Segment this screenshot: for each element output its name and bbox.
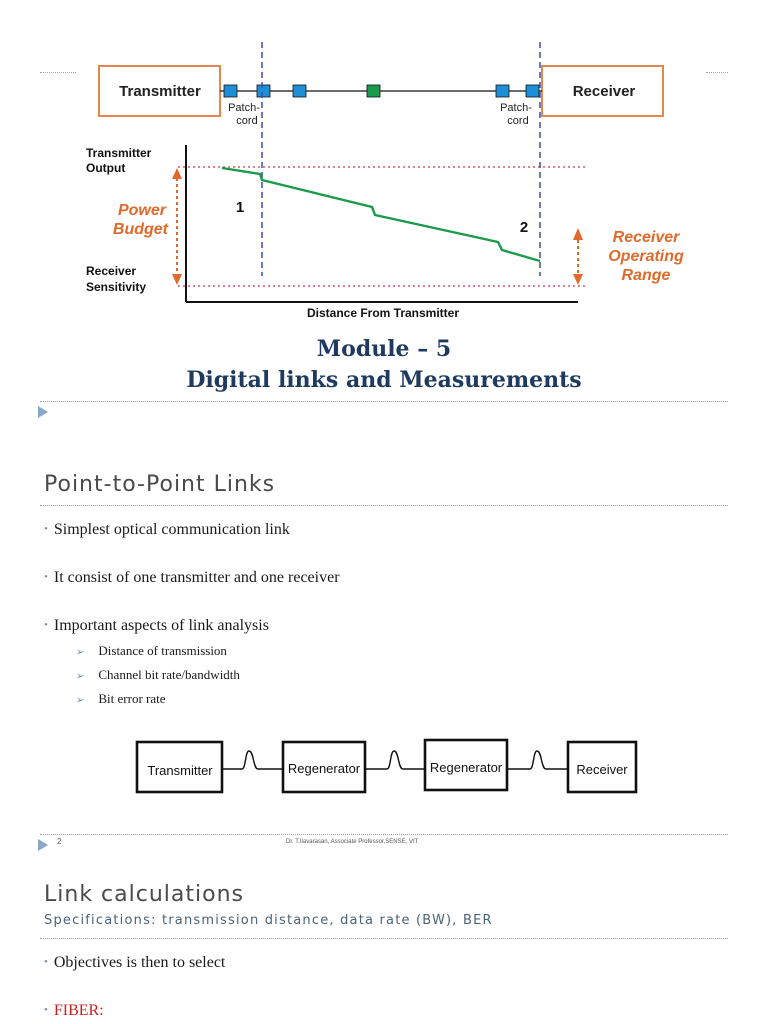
power-budget-line2: Budget [112, 221, 168, 238]
transmitter-label: Transmitter [119, 83, 201, 100]
rx-range-line1: Receiver [612, 229, 680, 246]
patch-cord-left-line2: cord [236, 115, 258, 127]
chain-label: Regenerator [287, 761, 361, 776]
sub-bullet-item: ➢ Bit error rate [76, 691, 166, 706]
slide1-rule [40, 401, 728, 402]
fiber-bullet: • FIBER: [44, 1002, 104, 1019]
patch-cord-left-line1: Patch- [228, 102, 260, 114]
arrow-bullet-icon: ➢ [76, 647, 85, 658]
rx-sensitivity-line1: Receiver [86, 264, 137, 278]
power-level-line [222, 168, 540, 261]
module-title: Digital links and Measurements [186, 367, 582, 393]
rx-range-arrow-head-up [573, 228, 583, 240]
patch-cord-right-line2: cord [507, 115, 529, 127]
patch-cord-right-line1: Patch- [500, 102, 532, 114]
fiber-loop [222, 751, 283, 769]
power-budget-arrow-head-up [172, 168, 182, 179]
link-chain-diagram [0, 725, 768, 815]
bullet-item: • Objectives is then to select [44, 954, 226, 971]
chain-label: Transmitter [147, 763, 213, 778]
fiber-loop [365, 751, 425, 769]
page-number: 2 [57, 837, 62, 846]
connector-marker [526, 85, 539, 97]
arrow-bullet-icon: ➢ [76, 671, 85, 682]
rx-range-line2: Operating [608, 248, 684, 265]
slide3-heading-rule [40, 938, 728, 939]
power-budget-line1: Power [117, 202, 166, 219]
slide2-heading-rule [40, 505, 728, 506]
slide2-footer-rule [40, 834, 728, 835]
bullet-item: • Important aspects of link analysis [44, 617, 269, 634]
slide-nav-arrow[interactable] [38, 406, 48, 418]
marker-2: 2 [519, 219, 529, 236]
bullet-item: • It consist of one transmitter and one receiver [44, 569, 340, 586]
tx-output-line2: Output [86, 161, 126, 175]
chain-label: Receiver [576, 762, 628, 777]
sub-bullet-item: ➢ Distance of transmission [76, 643, 227, 658]
marker-1: 1 [235, 199, 245, 216]
chain-label: Regenerator [429, 760, 503, 775]
slide2-heading: Point-to-Point Links [44, 472, 276, 497]
bullet-item: • Simplest optical communication link [44, 521, 290, 538]
footer-author: Dr. T.Ilavarasan, Associate Professor,SENSE, VIT [286, 839, 419, 845]
fiber-loop [507, 751, 568, 769]
connector-marker [224, 85, 237, 97]
slide3-subtitle: Specifications: transmission distance, data rate (BW), BER [44, 913, 493, 928]
rx-range-arrow-head-down [573, 274, 583, 285]
receiver-label: Receiver [572, 83, 636, 100]
slide-nav-arrow[interactable] [38, 839, 48, 851]
x-axis-label: Distance From Transmitter [306, 306, 460, 320]
tx-output-line1: Transmitter [86, 146, 152, 160]
slide3-heading: Link calculations [44, 882, 244, 907]
power-budget-arrow-head-down [172, 274, 182, 285]
rx-range-line3: Range [621, 267, 671, 284]
connector-marker [496, 85, 509, 97]
sub-bullet-item: ➢ Channel bit rate/bandwidth [76, 667, 240, 682]
arrow-bullet-icon: ➢ [76, 695, 85, 706]
connector-marker [257, 85, 270, 97]
module-number: Module – 5 [316, 336, 452, 362]
connector-marker [293, 85, 306, 97]
power-budget-diagram [0, 0, 768, 330]
splice-marker [367, 85, 380, 97]
rx-sensitivity-line2: Sensitivity [86, 280, 147, 294]
